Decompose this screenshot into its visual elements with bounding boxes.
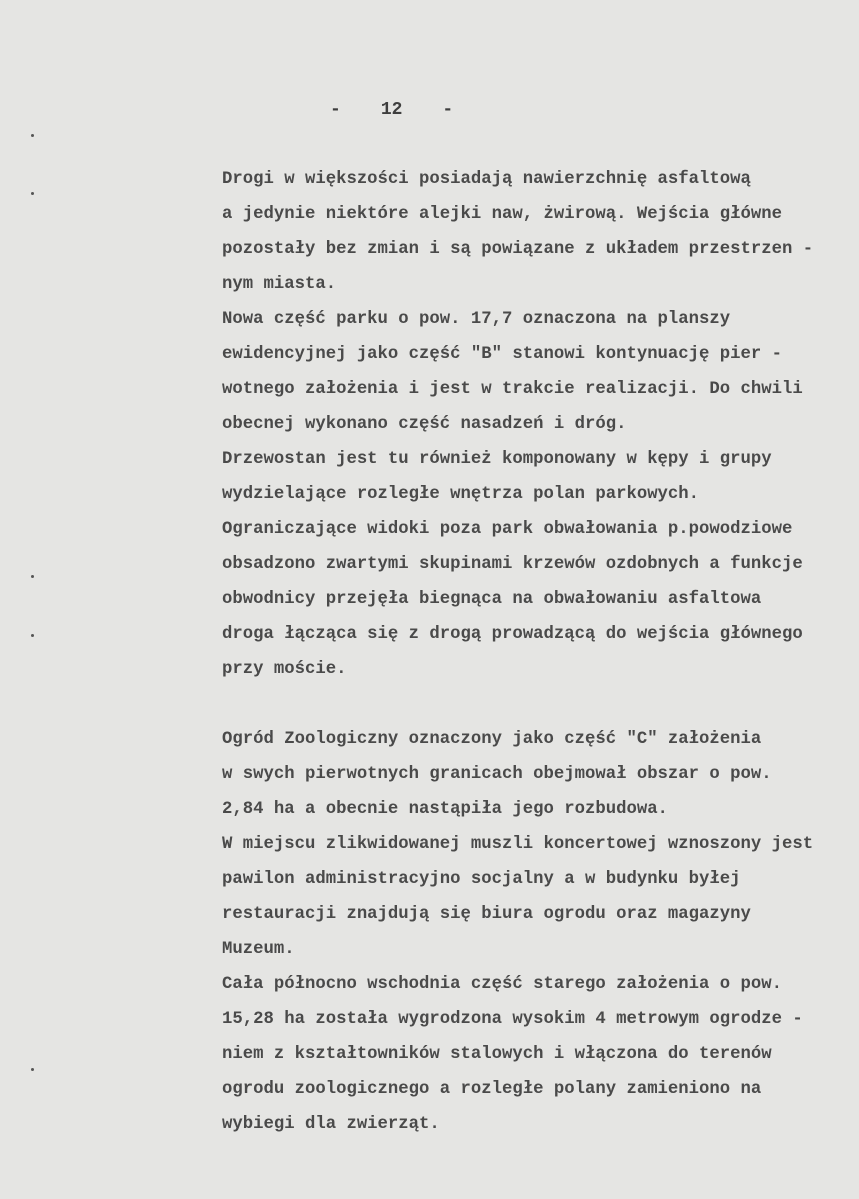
binding-hole-mark: [31, 1068, 34, 1071]
text-line: przy moście.: [222, 660, 347, 679]
text-line: Cała północno wschodnia część starego założenia o pow.: [222, 975, 783, 994]
binding-hole-mark: [31, 634, 34, 637]
text-line: 15,28 ha została wygrodzona wysokim 4 metrowym ogrodze -: [222, 1010, 803, 1029]
text-line: ogrodu zoologicznego a rozległe polany zamieniono na: [222, 1080, 762, 1099]
text-line: Drzewostan jest tu również komponowany w kępy i grupy: [222, 450, 772, 469]
text-line: Muzeum.: [222, 940, 295, 959]
text-line: pozostały bez zmian i są powiązane z układem przestrzen -: [222, 240, 814, 259]
binding-hole-mark: [31, 192, 34, 195]
text-line: pawilon administracyjno socjalny a w budynku byłej: [222, 870, 741, 889]
text-line: obsadzono zwartymi skupinami krzewów ozdobnych a funkcje: [222, 555, 803, 574]
text-line: obecnej wykonano część nasadzeń i dróg.: [222, 415, 627, 434]
paragraph-zoo: [222, 722, 842, 1142]
text-line: droga łącząca się z drogą prowadzącą do wejścia głównego: [222, 625, 803, 644]
text-line: obwodnicy przejęła biegnąca na obwałowaniu asfaltowa: [222, 590, 762, 609]
text-line: wydzielające rozległe wnętrza polan parkowych.: [222, 485, 700, 504]
text-line: wybiegi dla zwierząt.: [222, 1115, 440, 1134]
text-line: a jedynie niektóre alejki naw, żwirową. Wejścia główne: [222, 205, 783, 224]
text-line: ewidencyjnej jako część "B" stanowi kontynuację pier -: [222, 345, 783, 364]
text-line: 2,84 ha a obecnie nastąpiła jego rozbudowa.: [222, 800, 668, 819]
binding-hole-mark: [31, 134, 34, 137]
text-line: W miejscu zlikwidowanej muszli koncertowej wznoszony jest: [222, 835, 814, 854]
binding-hole-mark: [31, 575, 34, 578]
text-line: nym miasta.: [222, 275, 337, 294]
text-line: Drogi w większości posiadają nawierzchnię asfaltową: [222, 170, 751, 189]
page-number-suffix: -: [442, 100, 454, 120]
text-line: w swych pierwotnych granicach obejmował obszar o pow.: [222, 765, 772, 784]
text-line: Ograniczające widoki poza park obwałowania p.powodziowe: [222, 520, 793, 539]
page-number-value: 12: [380, 100, 403, 120]
text-line: niem z kształtowników stalowych i włączona do terenów: [222, 1045, 772, 1064]
text-line: Nowa część parku o pow. 17,7 oznaczona na planszy: [222, 310, 731, 329]
text-line: wotnego założenia i jest w trakcie realizacji. Do chwili: [222, 380, 803, 399]
page-number: [330, 98, 453, 122]
text-line: restauracji znajdują się biura ogrodu oraz magazyny: [222, 905, 751, 924]
page-number-prefix: -: [330, 100, 341, 120]
paragraph-park-roads: [222, 162, 842, 687]
text-line: Ogród Zoologiczny oznaczony jako część "C" założenia: [222, 730, 762, 749]
